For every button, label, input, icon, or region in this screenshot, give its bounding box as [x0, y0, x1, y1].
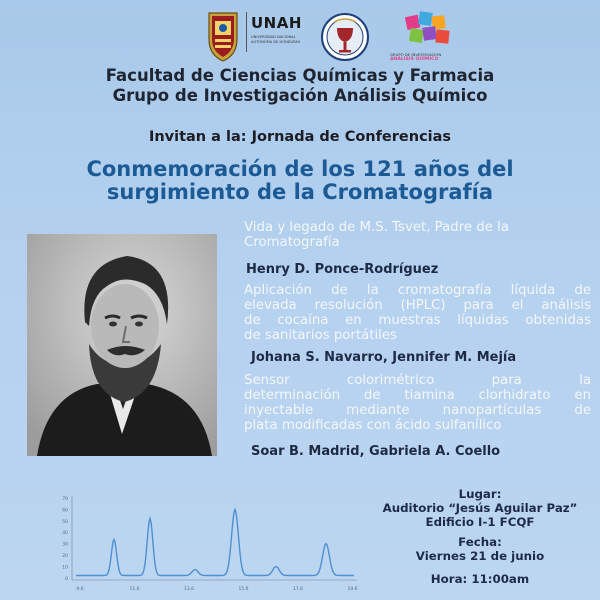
- x-tick-label: 19.6: [347, 587, 358, 592]
- talk-3-title: [244, 373, 591, 433]
- talk-1-title-line2: Cromatografía: [244, 235, 340, 250]
- talk-2-title-line1: Aplicación de la cromatografía líquida de: [244, 283, 591, 298]
- talk-3-title-line2: determinación de tiamina clorhidrato en: [244, 388, 591, 403]
- group-name: Grupo de Investigación Análisis Químico: [112, 86, 488, 105]
- date-value: Viernes 21 de junio: [415, 549, 545, 563]
- x-tick-label: 17.6: [292, 587, 304, 592]
- talk-1-title: [244, 220, 591, 250]
- talk-3-title-line3: inyectable mediante nanopartículas de: [244, 403, 591, 418]
- unah-logo: [251, 14, 315, 44]
- y-ticks: [62, 496, 68, 582]
- x-tick-label: 13.6: [183, 587, 195, 592]
- place-line1: Auditorio “Jesús Aguilar Paz”: [382, 501, 578, 515]
- x-ticks: [76, 586, 357, 592]
- place-line2: Edificio I-1 FCQF: [425, 515, 535, 529]
- talk-2-title-line4: de sanitarios portátiles: [244, 328, 397, 343]
- talk-1-title-line1: Vida y legado de M.S. Tsvet, Padre de la: [244, 220, 509, 235]
- y-tick-label: 50: [62, 519, 68, 525]
- x-tick-label: 11.6: [129, 587, 140, 592]
- analisis-quimico-logo: [386, 8, 468, 66]
- unah-seal-icon: [206, 9, 240, 63]
- x-tick-label: 9.6: [76, 587, 84, 592]
- puzzle-icon: [386, 8, 468, 52]
- logo-divider: [246, 12, 247, 52]
- y-tick-label: 30: [62, 542, 68, 548]
- x-tick-label: 15.6: [238, 587, 249, 592]
- date-label: Fecha:: [458, 535, 502, 549]
- y-tick-label: 20: [62, 554, 68, 559]
- group-caption-bottom: ANÁLISIS QUÍMICO: [390, 57, 439, 62]
- event-time: Hora: 11:00am: [430, 572, 530, 586]
- faculty-name: Facultad de Ciencias Químicas y Farmacia: [105, 66, 495, 85]
- talk-3-title-line1: Sensor colorimétrico para la: [244, 373, 591, 388]
- y-tick-label: 60: [62, 508, 68, 514]
- unah-name: UNAH: [251, 14, 302, 32]
- y-tick-label: 70: [62, 497, 68, 502]
- y-tick-label: 0: [65, 576, 68, 582]
- talk-2-title: [244, 283, 591, 343]
- place-label: Lugar:: [458, 487, 502, 501]
- pharmacy-school-seal-icon: [320, 12, 370, 62]
- chromatogram-graphic: [52, 492, 362, 594]
- talk-2-speakers: Johana S. Navarro, Jennifer M. Mejía: [251, 350, 517, 365]
- group-caption-top: GRUPO DE INVESTIGACIÓN: [390, 52, 442, 57]
- talk-3-speakers: Soar B. Madrid, Gabriela A. Coello: [251, 444, 501, 459]
- chromatogram-line: [76, 510, 354, 576]
- talk-3-title-line4: plata modificadas con ácido sulfanílico: [244, 418, 502, 433]
- invitation-line: Invitan a la: Jornada de Conferencias: [148, 129, 452, 145]
- unah-subtitle: UNIVERSIDAD NACIONAL AUTÓNOMA DE HONDURAS: [251, 35, 301, 44]
- tsvet-portrait: [27, 234, 217, 456]
- y-tick-label: 10: [62, 565, 68, 571]
- talk-2-title-line2: elevada resolución (HPLC) para el análisis: [244, 298, 591, 313]
- event-title-line1: Conmemoración de los 121 años del: [86, 157, 514, 181]
- logo-bar: [0, 6, 600, 66]
- talk-2-title-line3: de cocaína en muestras líquidas obtenidas: [244, 313, 591, 328]
- y-tick-label: 40: [62, 531, 68, 537]
- event-title-line2: surgimiento de la Cromatografía: [106, 180, 494, 204]
- talk-1-speakers: Henry D. Ponce-Rodríguez: [246, 262, 439, 277]
